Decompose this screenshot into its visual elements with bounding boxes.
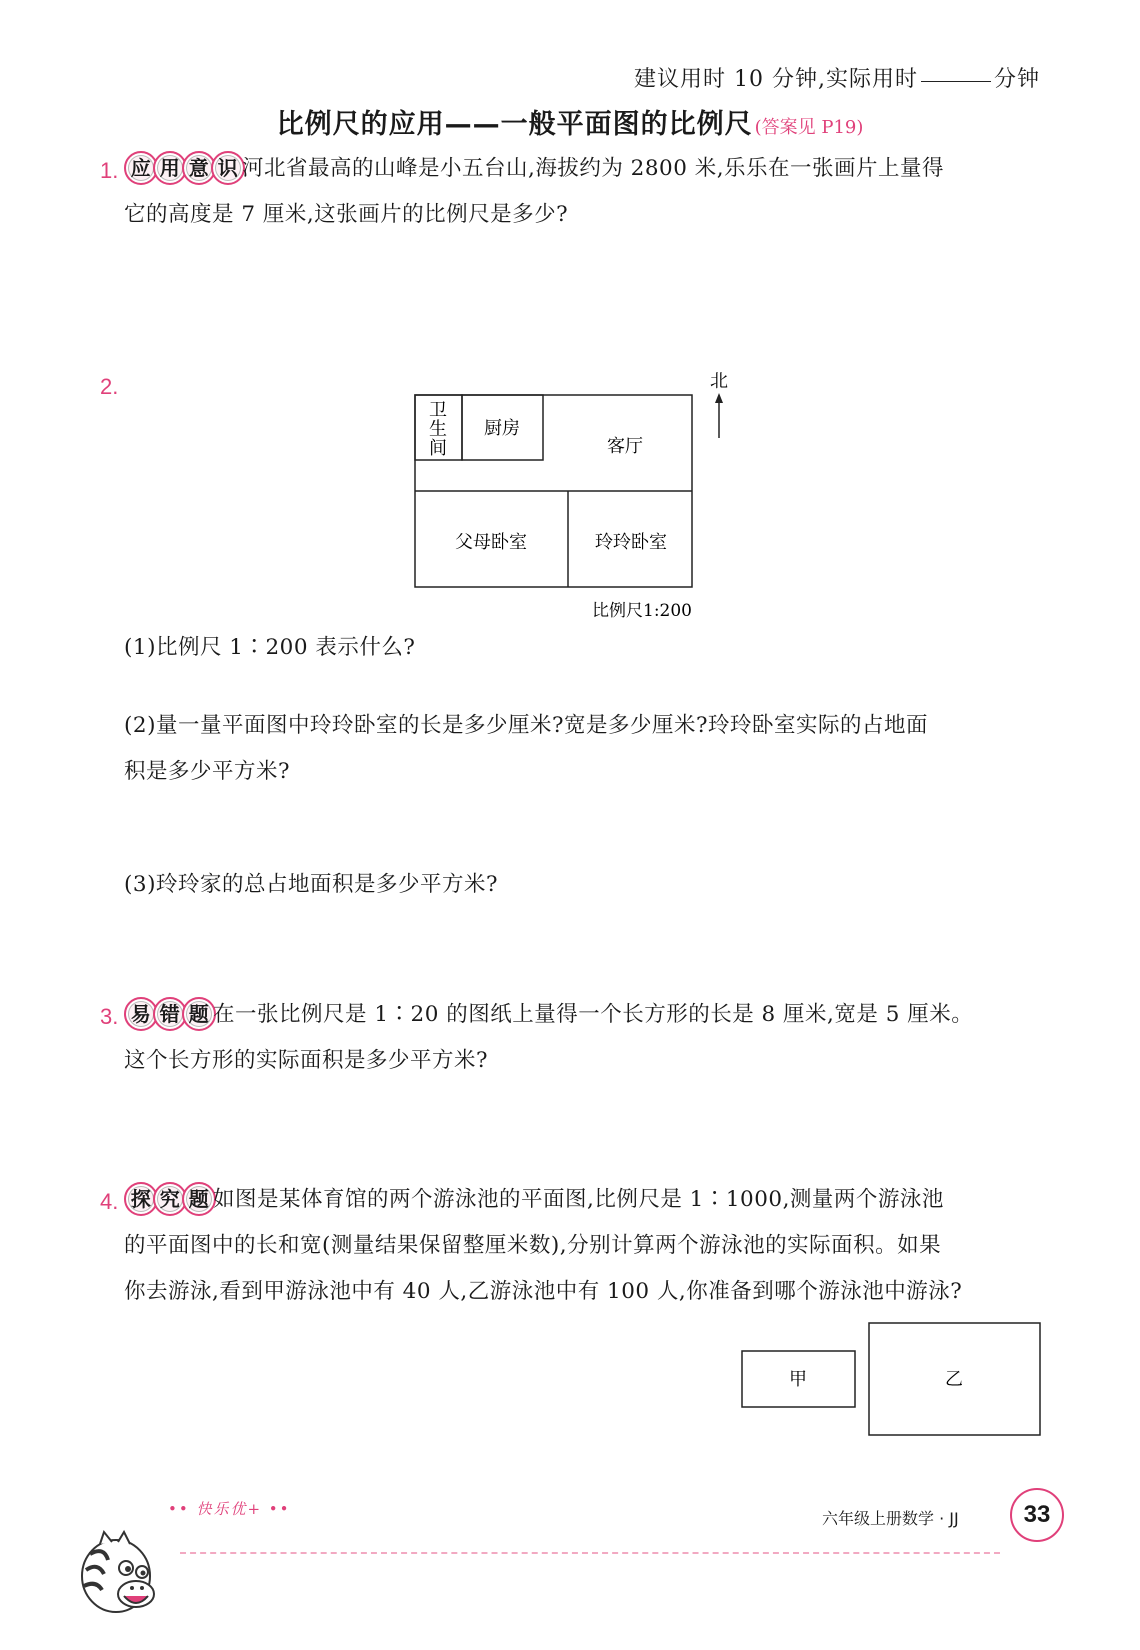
q1-text-line1: 河北省最高的山峰是小五台山,海拔约为 2800 米,乐乐在一张画片上量得 (242, 156, 945, 181)
q3-text-line2: 这个长方形的实际面积是多少平方米? (124, 1048, 489, 1073)
living-room-label: 客厅 (607, 436, 643, 457)
q4-tag-char: 题 (182, 1182, 216, 1216)
q4-tag-char: 探 (124, 1182, 158, 1216)
q2-sub2 (124, 703, 1044, 795)
lesson-title (0, 102, 1140, 141)
q1-number: 1. (100, 158, 119, 183)
footer-divider (180, 1552, 1000, 1554)
q3-number: 3. (100, 1004, 119, 1029)
actual-time-blank[interactable] (921, 81, 991, 82)
bathroom-label-char: 生 (429, 419, 447, 440)
pool-a-label: 甲 (789, 1369, 807, 1390)
q2-sub3: (3)玲玲家的总占地面积是多少平方米? (124, 872, 498, 897)
q4-tag-badge (124, 1177, 211, 1223)
linling-bedroom-label: 玲玲卧室 (595, 532, 667, 553)
pool-plan-diagram (735, 1318, 1045, 1438)
q3-text-line1: 在一张比例尺是 1∶20 的图纸上量得一个长方形的长是 8 厘米,宽是 5 厘米。 (213, 1002, 974, 1027)
bathroom-label-char: 卫 (429, 400, 447, 421)
kitchen-label: 厨房 (484, 418, 520, 439)
q1-tag-badge (124, 146, 240, 192)
north-label: 北 (710, 371, 728, 392)
q1-tag-char: 应 (124, 151, 158, 185)
q4-text (124, 1177, 1054, 1315)
q1-tag-char: 意 (182, 151, 216, 185)
q4-number: 4. (100, 1189, 119, 1214)
q2-sub2-line2: 积是多少平方米? (124, 759, 291, 784)
q2-sub2-line1: (2)量一量平面图中玲玲卧室的长是多少厘米?宽是多少厘米?玲玲卧室实际的占地面 (124, 713, 929, 738)
suggested-time-line (634, 62, 1040, 93)
q4-text-line3: 你去游泳,看到甲游泳池中有 40 人,乙游泳池中有 100 人,你准备到哪个游泳池中游泳? (124, 1279, 963, 1304)
time-prefix: 建议用时 10 分钟,实际用时 (634, 67, 918, 92)
q1-tag-char: 识 (211, 151, 245, 185)
parents-bedroom-label: 父母卧室 (455, 532, 527, 553)
scale-label: 比例尺1:200 (592, 601, 692, 621)
q1-tag-char: 用 (153, 151, 187, 185)
q3-tag-badge (124, 992, 211, 1038)
q3-tag-char: 易 (124, 997, 158, 1031)
q3-tag-char: 题 (182, 997, 216, 1031)
q1-text-line2: 它的高度是 7 厘米,这张画片的比例尺是多少? (124, 202, 569, 227)
q1-text (124, 146, 1044, 238)
q4-text-line2: 的平面图中的长和宽(测量结果保留整厘米数),分别计算两个游泳池的实际面积。如果 (124, 1233, 942, 1258)
footer-book-title: 六年级上册数学 · JJ (822, 1509, 959, 1528)
pool-b-label: 乙 (945, 1369, 963, 1390)
footer-brand: •• 快乐优+ •• (168, 1500, 291, 1518)
zebra-mascot-icon (64, 1524, 172, 1632)
title-main: 比例尺的应用——一般平面图的比例尺 (276, 109, 753, 140)
q4-tag-char: 究 (153, 1182, 187, 1216)
q4-text-line1: 如图是某体育馆的两个游泳池的平面图,比例尺是 1∶1000,测量两个游泳池 (213, 1187, 944, 1212)
q3-tag-char: 错 (153, 997, 187, 1031)
q2-number: 2. (100, 374, 119, 399)
q2-sub1: (1)比例尺 1∶200 表示什么? (124, 635, 416, 660)
north-arrowhead-icon (715, 393, 723, 403)
answer-reference: (答案见 P19) (754, 117, 864, 138)
page-number: 33 (1010, 1488, 1064, 1542)
time-suffix: 分钟 (993, 67, 1040, 92)
q3-text (124, 992, 1044, 1084)
floor-plan-diagram (400, 365, 730, 630)
bathroom-label-char: 间 (429, 438, 447, 459)
